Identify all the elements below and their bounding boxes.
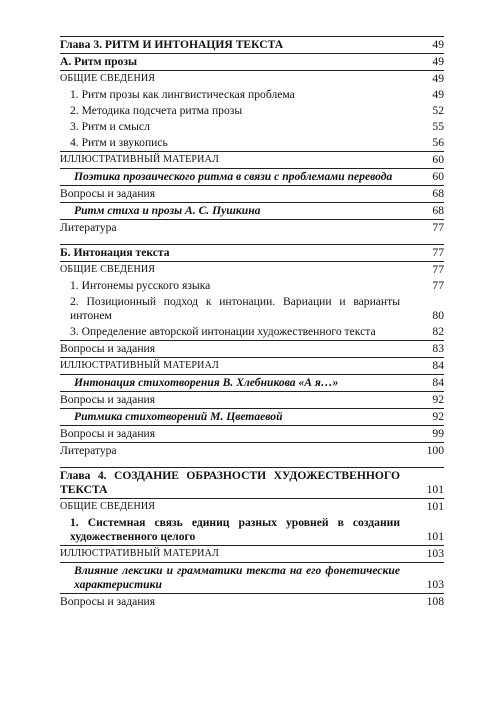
- toc-entry: [60, 54, 444, 71]
- toc-entry: [60, 245, 444, 262]
- toc-entry: [60, 294, 444, 324]
- toc-entry-page-number: 77: [404, 220, 444, 237]
- toc-entry-page-number: 101: [426, 530, 444, 543]
- toc-entry: [60, 546, 444, 563]
- toc-entry-title: Глава 4. СОЗДАНИЕ ОБРАЗНОСТИ ХУДОЖЕСТВЕННОГО ТЕКСТА: [60, 468, 404, 499]
- toc-entry-title: Вопросы и задания: [60, 594, 404, 611]
- toc-entry-title: Глава 3. РИТМ И ИНТОНАЦИЯ ТЕКСТА: [60, 37, 404, 54]
- toc-entry: [60, 119, 444, 135]
- toc-entry-title: ИЛЛЮСТРАТИВНЫЙ МАТЕРИАЛ: [60, 152, 404, 169]
- toc-entry-title: 2. Методика подсчета ритма прозы: [70, 104, 243, 117]
- toc-entry-page-number: 77: [404, 262, 444, 279]
- toc-entry-page-number: 49: [404, 54, 444, 71]
- toc-entry: [60, 594, 444, 611]
- toc-entry-page-number: 99: [404, 426, 444, 443]
- toc-entry: [60, 37, 444, 54]
- toc-entry-title: Вопросы и задания: [60, 392, 404, 409]
- toc-entry: [60, 563, 444, 594]
- toc-entry-title: Литература: [60, 220, 404, 237]
- toc-entry-page-number: 83: [404, 341, 444, 358]
- toc-entry-title: 4. Ритм и звукопись: [70, 136, 168, 149]
- toc-entry-page-number: 68: [404, 203, 444, 220]
- toc-entry-page-number: 101: [404, 499, 444, 516]
- toc-entry-title: Ритмика стихотворений М. Цветаевой: [60, 409, 404, 426]
- toc-entry: [60, 152, 444, 169]
- toc-entry-title: 2. Позиционный подход к интонации. Вариации и варианты интонем: [70, 295, 400, 322]
- toc-entry-title: Литература: [60, 443, 404, 460]
- toc-entry-page-number: 77: [404, 245, 444, 262]
- toc-entry-title: ИЛЛЮСТРАТИВНЫЙ МАТЕРИАЛ: [60, 546, 404, 563]
- toc-entry: [60, 169, 444, 186]
- toc-entry-page-number: 103: [404, 563, 444, 594]
- toc-entry: [60, 515, 444, 546]
- gap-cell: [60, 236, 444, 245]
- toc-entry: [60, 103, 444, 119]
- toc-entry-title: 1. Системная связь единиц разных уровней в создании художественного целого: [70, 516, 400, 543]
- toc-entry-page-number: 103: [404, 546, 444, 563]
- toc-entry-title: 3. Определение авторской интонации художественного текста: [70, 325, 376, 338]
- toc-entry-title: ОБЩИЕ СВЕДЕНИЯ: [60, 499, 404, 516]
- toc-entry-page-number: 92: [404, 409, 444, 426]
- toc-entry: [60, 262, 444, 279]
- toc-entry: [60, 341, 444, 358]
- toc-entry-page-number: 60: [404, 169, 444, 186]
- toc-entry-title: Вопросы и задания: [60, 426, 404, 443]
- toc-entry-page-number: 84: [404, 375, 444, 392]
- toc-entry: [60, 87, 444, 103]
- toc-entry-title: А. Ритм прозы: [60, 54, 404, 71]
- toc-entry-page-number: 82: [432, 325, 444, 338]
- toc-entry-page-number: 100: [404, 443, 444, 460]
- toc-entry-title: ИЛЛЮСТРАТИВНЫЙ МАТЕРИАЛ: [60, 358, 404, 375]
- toc-entry-title: Вопросы и задания: [60, 341, 404, 358]
- toc-entry: [60, 443, 444, 460]
- toc-entry-page-number: 55: [432, 120, 444, 133]
- toc-entry: [60, 409, 444, 426]
- toc-entry-title: 3. Ритм и смысл: [70, 120, 150, 133]
- toc-entry-page-number: 84: [404, 358, 444, 375]
- toc-entry-page-number: 52: [432, 104, 444, 117]
- toc-entry-title: Поэтика прозаического ритма в связи с проблемами перевода: [60, 169, 404, 186]
- toc-entry-page-number: 49: [404, 37, 444, 54]
- toc-entry-page-number: 56: [432, 136, 444, 149]
- toc-entry-title: 1. Ритм прозы как лингвистическая проблема: [70, 88, 295, 101]
- toc-entry-page-number: 49: [432, 88, 444, 101]
- toc-table: [60, 36, 444, 610]
- toc-entry-title: ОБЩИЕ СВЕДЕНИЯ: [60, 71, 404, 88]
- toc-entry-title: Ритм стиха и прозы А. С. Пушкина: [60, 203, 404, 220]
- toc-entry: [60, 220, 444, 237]
- toc-entry: [60, 186, 444, 203]
- toc-entry-title: ОБЩИЕ СВЕДЕНИЯ: [60, 262, 404, 279]
- section-gap: [60, 459, 444, 468]
- toc-entry-page-number: 60: [404, 152, 444, 169]
- toc-entry-page-number: 92: [404, 392, 444, 409]
- section-gap: [60, 236, 444, 245]
- toc-entry: [60, 278, 444, 294]
- toc-entry-page-number: 49: [404, 71, 444, 88]
- toc-entry: [60, 426, 444, 443]
- toc-entry-page-number: 80: [432, 309, 444, 322]
- toc-entry: [60, 203, 444, 220]
- toc-entry: [60, 468, 444, 499]
- toc-entry: [60, 499, 444, 516]
- toc-entry: [60, 358, 444, 375]
- toc-entry-page-number: 108: [404, 594, 444, 611]
- toc-entry-title: Интонация стихотворения В. Хлебникова «А я…»: [60, 375, 404, 392]
- gap-cell: [60, 459, 444, 468]
- toc-entry-title: 1. Интонемы русского языка: [70, 279, 211, 292]
- toc-entry: [60, 392, 444, 409]
- toc-entry: [60, 71, 444, 88]
- toc-entry-title: Вопросы и задания: [60, 186, 404, 203]
- toc-entry-title: Б. Интонация текста: [60, 245, 404, 262]
- toc-entry-title: Влияние лексики и грамматики текста на его фонетические характеристики: [60, 563, 404, 594]
- toc-entry-page-number: 68: [404, 186, 444, 203]
- toc-entry: [60, 375, 444, 392]
- toc-entry: [60, 324, 444, 341]
- toc-entry: [60, 135, 444, 152]
- toc-entry-page-number: 77: [432, 279, 444, 292]
- table-of-contents: [60, 36, 444, 610]
- toc-entry-page-number: 101: [404, 468, 444, 499]
